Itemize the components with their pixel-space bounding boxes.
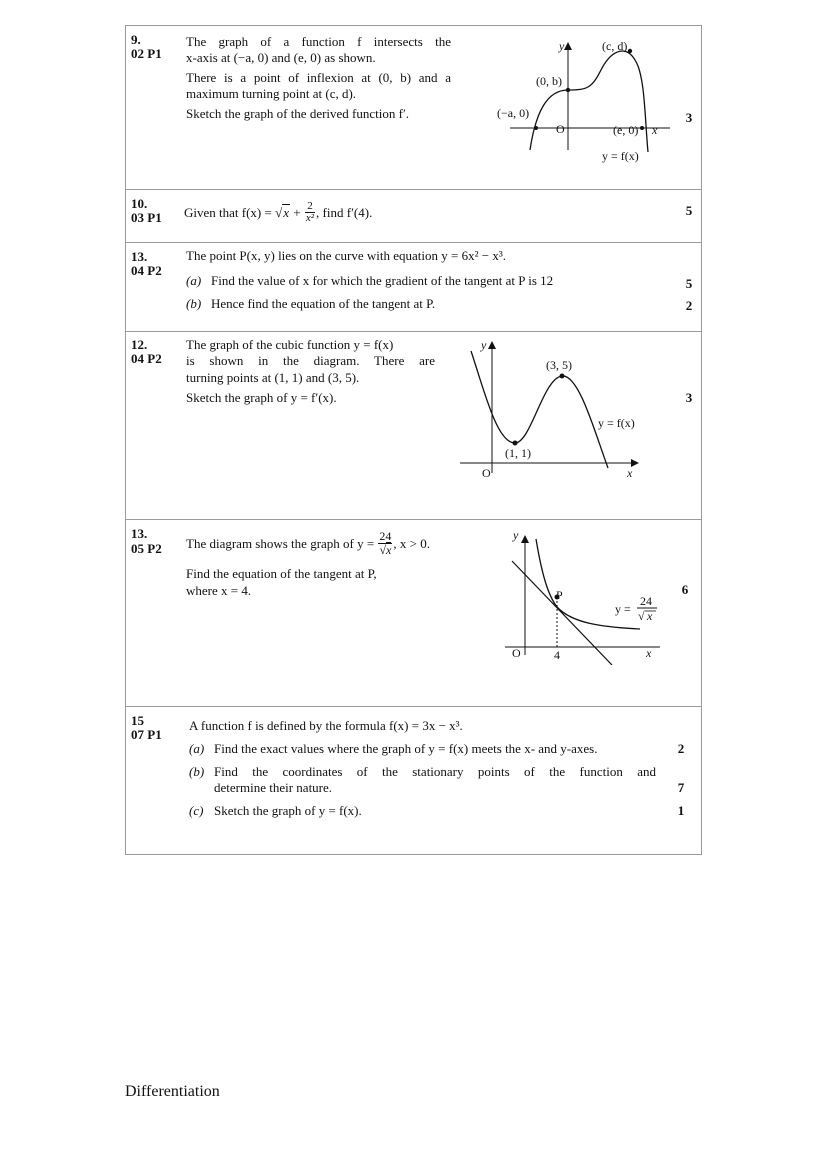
sqrt-radicand: x [386, 543, 392, 557]
left-root-label: (−a, 0) [497, 106, 530, 120]
question-number: 13. [131, 526, 148, 541]
max-point-label: (3, 5) [546, 358, 572, 372]
text-segment: The diagram shows the graph of y = [186, 535, 378, 551]
row-divider [125, 331, 702, 332]
mark-value: 3 [685, 110, 693, 125]
question-number: 10. [131, 196, 148, 211]
question-text [184, 201, 372, 224]
fraction [305, 201, 315, 224]
x-axis-label: x [646, 646, 652, 660]
text-segment: , find f′(4). [316, 204, 373, 220]
page-footer: Differentiation [125, 1083, 220, 1100]
part-label: (b) [189, 764, 205, 779]
curve-label-radicand: x [647, 609, 653, 623]
inflexion-label: (0, b) [536, 74, 562, 88]
x-axis-label: x [652, 123, 658, 137]
y-axis-label: y [481, 338, 487, 352]
origin-label: O [482, 466, 491, 480]
mark-value: 1 [677, 803, 685, 818]
min-point-label: (1, 1) [505, 446, 531, 460]
row-divider [125, 189, 702, 190]
question-text: maximum turning point at (c, d). [186, 86, 357, 101]
question-text: There is a point of inflexion at (0, b) and a [186, 70, 451, 85]
tangent-line [512, 561, 612, 665]
part-text: determine their nature. [214, 780, 333, 795]
curve-label-lhs: y = [615, 602, 631, 616]
y-axis-label: y [513, 528, 519, 542]
paper-code: 04 P2 [131, 351, 162, 366]
curve-label-sqrt-sign: √ [638, 609, 645, 623]
question-number: 13. [131, 249, 148, 264]
y-axis-arrow [564, 42, 572, 50]
part-label: (a) [186, 273, 202, 288]
question-text: Find the equation of the tangent at P, [186, 566, 377, 581]
question-number: 15 [131, 713, 144, 728]
max-point-label: (c, d) [602, 39, 628, 53]
y-axis-label: y [559, 39, 565, 53]
question-stem: The point P(x, y) lies on the curve with equation y = 6x² − x³. [186, 248, 506, 263]
row-divider [125, 242, 702, 243]
question-text: where x = 4. [186, 583, 252, 598]
mark-value: 7 [677, 780, 685, 795]
paper-code: 02 P1 [131, 46, 162, 61]
inflexion-point [566, 88, 570, 92]
y-axis-arrow [488, 341, 496, 349]
origin-label: O [512, 646, 521, 660]
question-text: Sketch the graph of the derived function f′. [186, 106, 410, 121]
mark-value: 5 [685, 203, 693, 218]
curve-label: y = f(x) [602, 149, 639, 163]
question-text: The graph of a function f intersects the [186, 34, 451, 49]
right-root [640, 126, 644, 130]
row-divider [125, 706, 702, 707]
mark-value: 6 [681, 582, 689, 597]
y-axis-arrow [521, 535, 529, 543]
question-number: 9. [131, 32, 141, 47]
question-text: The graph of the cubic function y = f(x) [186, 337, 394, 352]
part-text: Find the exact values where the graph of y = f(x) meets the x- and y-axes. [214, 741, 598, 756]
curve-label-num: 24 [640, 594, 652, 608]
point-label: P [556, 588, 563, 602]
part-text: Find the coordinates of the stationary points of the function and [214, 764, 656, 779]
row-divider [125, 519, 702, 520]
mark-value: 2 [677, 741, 685, 756]
min-point [513, 441, 518, 446]
graph-q9 [490, 30, 680, 170]
sqrt-sign: √ [275, 204, 283, 220]
mark-value: 2 [685, 298, 693, 313]
graph-q12 [455, 333, 645, 483]
part-label: (a) [189, 741, 205, 756]
question-stem: A function f is defined by the formula f(x) = 3x − x³. [189, 718, 463, 733]
part-label: (b) [186, 296, 202, 311]
paper-code: 04 P2 [131, 263, 162, 278]
origin-label: O [556, 122, 565, 136]
curve-label: y = f(x) [598, 416, 635, 430]
mark-value: 5 [685, 276, 693, 291]
text-segment: , x > 0. [393, 535, 430, 551]
part-text: Sketch the graph of y = f(x). [214, 803, 362, 818]
question-text: is shown in the diagram. There are [186, 353, 435, 368]
left-root [534, 126, 538, 130]
fraction-numerator: 2 [307, 200, 313, 212]
paper-code: 07 P1 [131, 727, 162, 742]
sqrt-radicand: x [283, 205, 290, 220]
text-segment: + [290, 204, 304, 220]
paper-code: 03 P1 [131, 210, 162, 225]
question-text: Sketch the graph of y = f′(x). [186, 390, 337, 405]
max-point [560, 374, 565, 379]
question-text [186, 530, 430, 557]
fraction-denominator: x² [305, 212, 315, 224]
text-segment: Given that f(x) = [184, 204, 276, 220]
question-number: 12. [131, 337, 148, 352]
fraction-denominator: √x [379, 543, 392, 557]
part-text: Hence find the equation of the tangent at P. [211, 296, 436, 311]
part-text: Find the value of x for which the gradient of the tangent at P is 12 [211, 273, 554, 288]
x-axis-label: x [627, 466, 633, 480]
part-label: (c) [189, 803, 204, 818]
question-text: turning points at (1, 1) and (3, 5). [186, 370, 360, 385]
graph-q13 [500, 525, 670, 665]
fraction-numerator: 24 [379, 529, 392, 543]
mark-value: 3 [685, 390, 693, 405]
question-text: x-axis at (−a, 0) and (e, 0) as shown. [186, 50, 376, 65]
right-root-label: (e, 0) [613, 123, 639, 137]
x-tick-label: 4 [554, 648, 560, 662]
max-point [628, 49, 632, 53]
fraction [378, 530, 392, 557]
paper-code: 05 P2 [131, 541, 162, 556]
